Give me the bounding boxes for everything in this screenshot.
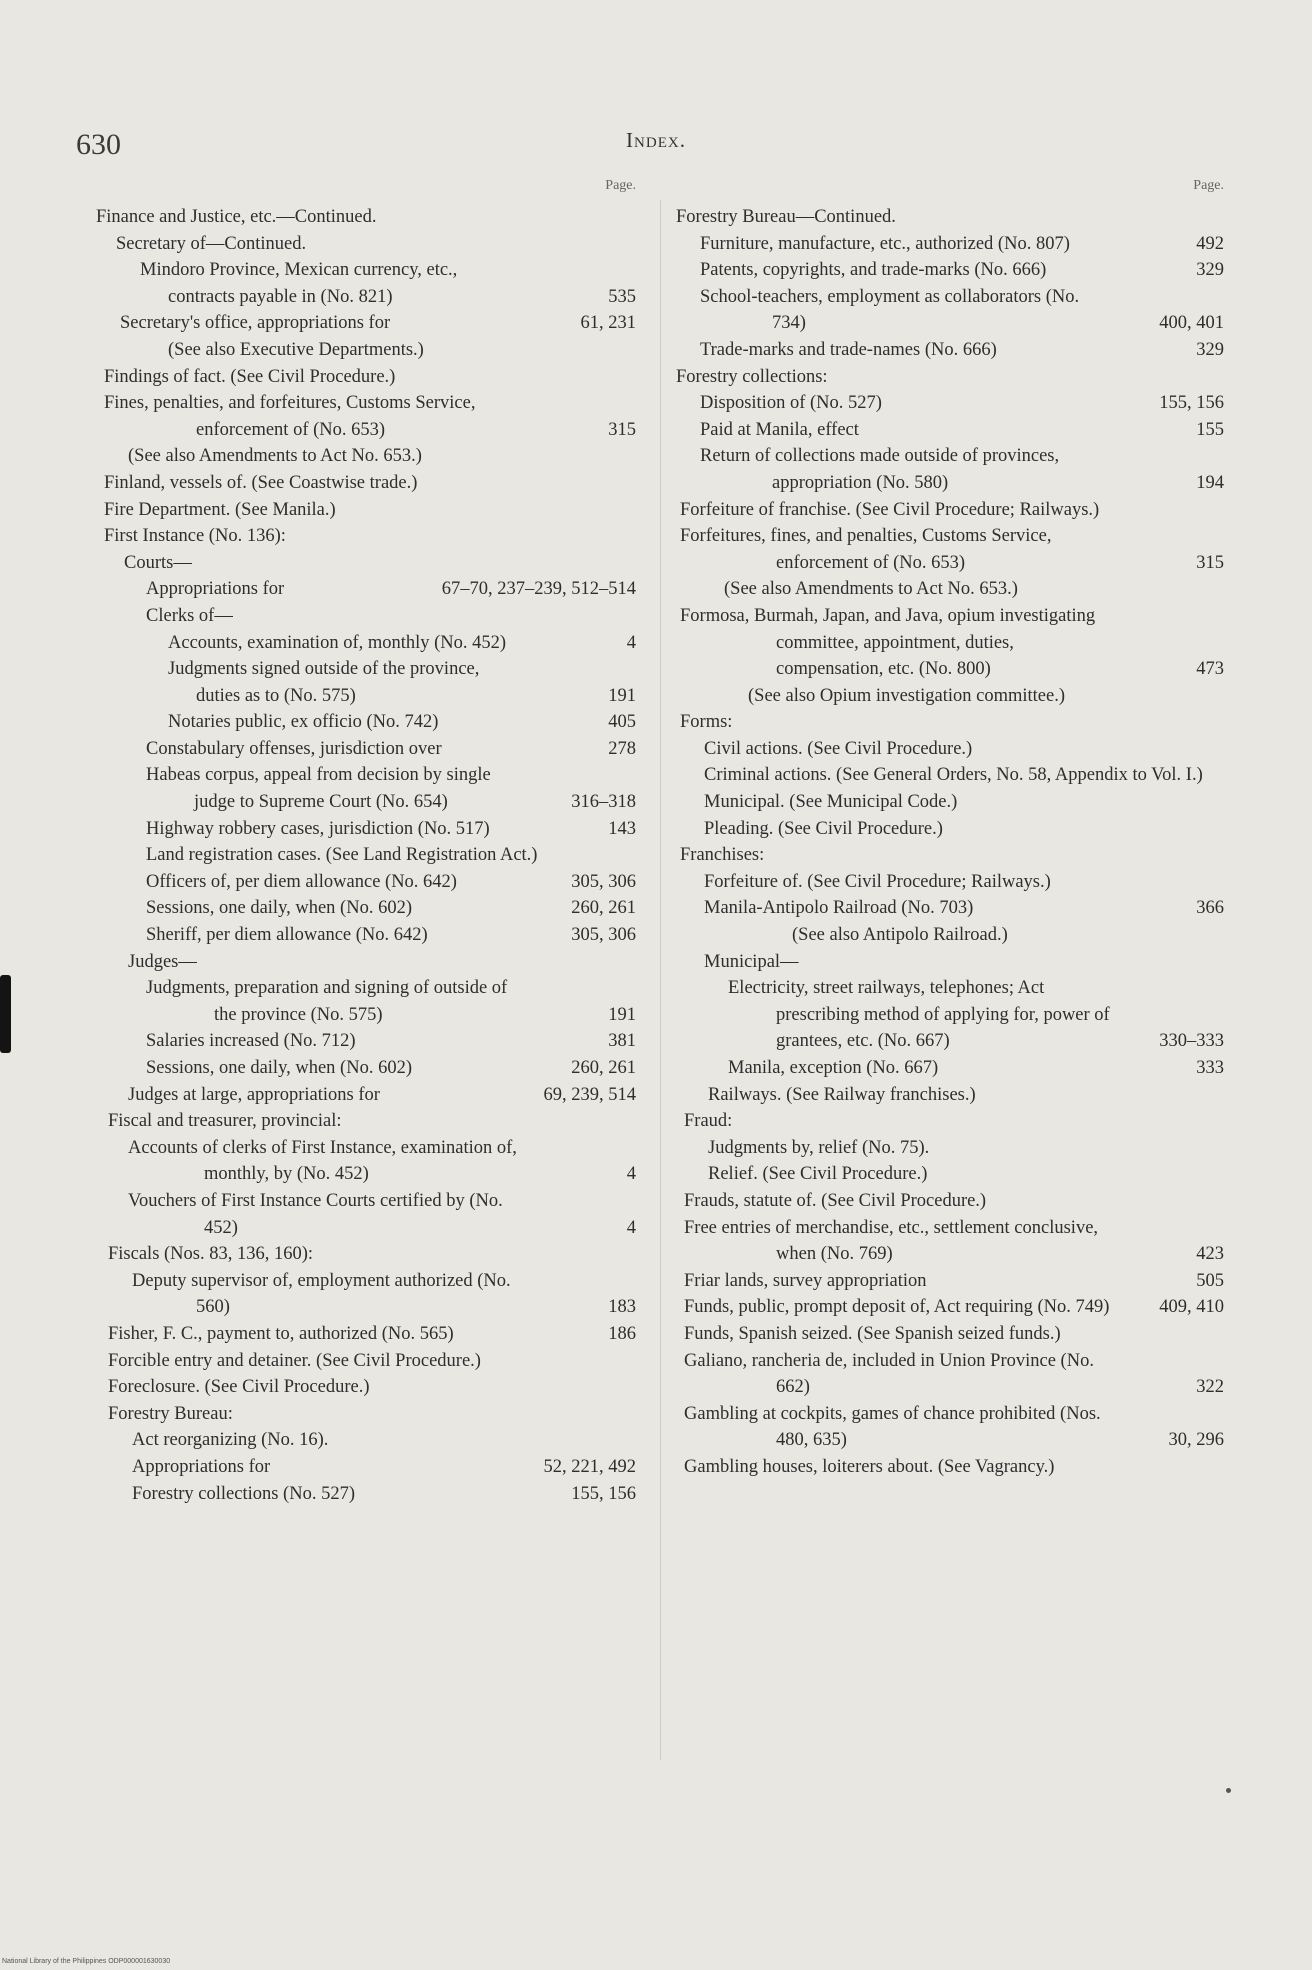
index-entry [96, 1135, 636, 1188]
entry-text: Forestry Bureau—Continued. [676, 207, 896, 227]
entry-text: Forestry collections (No. 527) [132, 1483, 355, 1504]
entry-page-ref: 322 [1192, 1374, 1224, 1401]
entry-page-ref: 183 [604, 1294, 636, 1321]
entry-text: Appropriations for [132, 1456, 271, 1477]
entry-text: Findings of fact. (See Civil Procedure.) [104, 366, 396, 387]
index-entry [676, 1268, 1224, 1295]
index-entry [676, 1215, 1224, 1268]
index-entry [96, 1268, 636, 1321]
entry-text: Judges— [128, 951, 197, 972]
index-entry [96, 1188, 636, 1241]
index-entry [96, 922, 636, 949]
entry-page-ref: 473 [1192, 656, 1224, 683]
entry-text: Municipal. (See Municipal Code.) [704, 792, 958, 813]
entry-page-ref: 191 [604, 1002, 636, 1029]
scan-footer: National Library of the Philippines ODP000001630030 [2, 1958, 171, 1965]
index-entry [676, 922, 1224, 949]
index-entry [96, 1028, 636, 1055]
entry-text: Judgments by, relief (No. 75). [708, 1137, 930, 1158]
index-entry [96, 656, 636, 709]
entry-text: Forms: [680, 712, 733, 733]
index-entry [96, 523, 636, 550]
entry-text: (See also Executive Departments.) [168, 339, 424, 360]
entry-page-ref: 69, 239, 514 [540, 1082, 637, 1109]
entry-page-ref: 329 [1192, 257, 1224, 284]
index-entry [96, 1082, 636, 1109]
index-entry [96, 497, 636, 524]
index-entry [676, 1188, 1224, 1215]
entry-text: Return of collections made outside of provinces, appropriation (No. 580) [700, 446, 1060, 493]
entry-page-ref: 405 [604, 709, 636, 736]
entry-text: Accounts of clerks of First Instance, examination of, monthly, by (No. 452) [128, 1137, 517, 1185]
entry-page-ref: 67–70, 237–239, 512–514 [438, 576, 636, 603]
entry-text: Free entries of merchandise, etc., settlement conclusive, when (No. 769) [684, 1217, 1099, 1265]
entry-page-ref: 52, 221, 492 [540, 1454, 637, 1481]
entry-page-ref: 400, 401 [1155, 310, 1224, 337]
entry-page-ref: 194 [1192, 470, 1224, 497]
page-number: 630 [76, 128, 121, 161]
entry-page-ref: 30, 296 [1165, 1427, 1225, 1454]
entry-text: Gambling houses, loiterers about. (See Vagrancy.) [684, 1456, 1055, 1477]
entry-text: Fire Department. (See Manila.) [104, 499, 336, 520]
index-entry [96, 1108, 636, 1135]
index-entry [96, 1481, 636, 1508]
index-entry [96, 1427, 636, 1454]
index-entry [96, 1055, 636, 1082]
entry-text: Highway robbery cases, jurisdiction (No. 517) [146, 818, 490, 839]
right-page-column-label: Page. [1193, 178, 1224, 193]
entry-page-ref: 409, 410 [1155, 1294, 1224, 1321]
index-entry [96, 895, 636, 922]
entry-text: Gambling at cockpits, games of chance prohibited (Nos. 480, 635) [684, 1403, 1101, 1451]
column-divider [660, 200, 661, 1760]
index-entry [676, 337, 1224, 364]
entry-text: Foreclosure. (See Civil Procedure.) [108, 1377, 370, 1398]
entry-page-ref: 143 [604, 816, 636, 843]
index-entry [676, 949, 1224, 976]
entry-page-ref: 315 [604, 417, 636, 444]
index-entry [96, 310, 636, 337]
index-entry [676, 1348, 1224, 1401]
index-entry [676, 1108, 1224, 1135]
entry-text: Funds, public, prompt deposit of, Act requiring (No. 749) [684, 1297, 1110, 1318]
entry-page-ref: 155, 156 [1155, 390, 1224, 417]
entry-text: Relief. (See Civil Procedure.) [708, 1164, 928, 1185]
entry-page-ref: 4 [623, 1215, 636, 1242]
entry-text: Fraud: [684, 1111, 733, 1132]
index-entry [676, 1454, 1224, 1481]
index-entry [96, 257, 636, 310]
entry-text: Forestry Bureau: [108, 1403, 233, 1424]
index-entry [96, 550, 636, 577]
index-entry [676, 975, 1224, 1055]
index-entry [96, 736, 636, 763]
index-entry [96, 576, 636, 603]
entry-text: Sessions, one daily, when (No. 602) [146, 898, 412, 919]
entry-text: Criminal actions. (See General Orders, No. 58, Appendix to Vol. I.) [704, 765, 1203, 786]
entry-text: (See also Antipolo Railroad.) [792, 925, 1008, 946]
entry-page-ref: 535 [604, 284, 636, 311]
index-entry [96, 1374, 636, 1401]
entry-text: Secretary of—Continued. [116, 233, 307, 254]
entry-text: First Instance (No. 136): [104, 526, 286, 547]
index-entry [676, 789, 1224, 816]
entry-text: Vouchers of First Instance Courts certified by (No. 452) [128, 1190, 503, 1238]
index-entry [676, 231, 1224, 258]
entry-text: Sheriff, per diem allowance (No. 642) [146, 925, 428, 946]
page-header-title: Index. [626, 128, 686, 152]
scan-dot [1226, 1788, 1231, 1793]
entry-text: Fisher, F. C., payment to, authorized (No. 565) [108, 1323, 454, 1344]
index-entry [676, 204, 1224, 231]
index-entry [96, 816, 636, 843]
entry-text: Finland, vessels of. (See Coastwise trade.) [104, 472, 418, 493]
entry-page-ref: 260, 261 [567, 1055, 636, 1082]
index-entry [96, 443, 636, 470]
entry-text: Manila, exception (No. 667) [728, 1058, 939, 1078]
entry-text: (See also Opium investigation committee.) [748, 685, 1066, 706]
index-entry [96, 709, 636, 736]
entry-text: Frauds, statute of. (See Civil Procedure.) [684, 1190, 987, 1211]
index-entry [96, 603, 636, 630]
index-entry [676, 364, 1224, 391]
index-entry [96, 762, 636, 815]
entry-text: Municipal— [704, 951, 799, 972]
index-entry [676, 816, 1224, 843]
entry-text: Electricity, street railways, telephones; Act prescribing method of applying for, power of grantees, etc. (No. 667) [728, 978, 1110, 1052]
index-entry [676, 257, 1224, 284]
index-entry [676, 762, 1224, 789]
entry-text: Fiscal and treasurer, provincial: [108, 1111, 342, 1132]
entry-page-ref: 186 [604, 1321, 636, 1348]
index-entry [96, 390, 636, 443]
entry-text: Clerks of— [146, 605, 233, 626]
index-entry [676, 284, 1224, 337]
index-entry [96, 470, 636, 497]
entry-text: Pleading. (See Civil Procedure.) [704, 818, 943, 839]
index-entry [96, 1454, 636, 1481]
left-entries [96, 204, 636, 1507]
index-entry [96, 364, 636, 391]
entry-page-ref: 4 [623, 1161, 636, 1188]
entry-text: Franchises: [680, 845, 765, 866]
entry-text: Notaries public, ex officio (No. 742) [168, 712, 439, 733]
entry-text: Forfeiture of franchise. (See Civil Procedure; Railways.) [680, 499, 1100, 520]
entry-text: Finance and Justice, etc.—Continued. [96, 207, 377, 227]
index-entry [96, 1321, 636, 1348]
entry-text: Fiscals (Nos. 83, 136, 160): [108, 1244, 314, 1265]
entry-page-ref: 305, 306 [567, 922, 636, 949]
entry-text: Disposition of (No. 527) [700, 393, 882, 414]
entry-page-ref: 492 [1192, 231, 1224, 258]
entry-text: Manila-Antipolo Railroad (No. 703) [704, 898, 974, 919]
entry-text: Furniture, manufacture, etc., authorized (No. 807) [700, 233, 1070, 254]
entry-page-ref: 316–318 [567, 789, 636, 816]
entry-page-ref: 4 [623, 630, 636, 657]
entry-page-ref: 155, 156 [567, 1481, 636, 1508]
entry-text: Formosa, Burmah, Japan, and Java, opium investigating committee, appointment, duties, compensation, etc. (No. 800) [680, 605, 1096, 680]
entry-text: Funds, Spanish seized. (See Spanish seized funds.) [684, 1323, 1061, 1344]
index-entry [96, 1348, 636, 1375]
index-entry [676, 895, 1224, 922]
index-entry [96, 204, 636, 231]
entry-page-ref: 423 [1192, 1241, 1224, 1268]
index-entry [96, 869, 636, 896]
entry-text: Civil actions. (See Civil Procedure.) [704, 738, 973, 759]
index-entry [676, 736, 1224, 763]
entry-text: Forcible entry and detainer. (See Civil Procedure.) [108, 1350, 481, 1371]
entry-page-ref: 260, 261 [567, 895, 636, 922]
entry-text: Officers of, per diem allowance (No. 642) [146, 871, 457, 892]
entry-text: School-teachers, employment as collaborators (No. 734) [700, 286, 1080, 334]
entry-page-ref: 305, 306 [567, 869, 636, 896]
entry-text: Judges at large, appropriations for [128, 1084, 380, 1105]
index-entry [676, 443, 1224, 496]
entry-text: (See also Amendments to Act No. 653.) [128, 446, 422, 467]
entry-text: Land registration cases. (See Land Registration Act.) [146, 845, 538, 866]
entry-text: Habeas corpus, appeal from decision by single judge to Supreme Court (No. 654) [146, 765, 491, 813]
entry-text: Trade-marks and trade-names (No. 666) [700, 339, 997, 360]
entry-text: Courts— [124, 552, 192, 573]
index-entry [676, 1082, 1224, 1109]
entry-text: Galiano, rancheria de, included in Union Province (No. 662) [684, 1350, 1094, 1398]
entry-page-ref: 315 [1192, 550, 1224, 577]
index-entry [96, 975, 636, 1028]
right-column [676, 178, 1224, 1481]
entry-page-ref: 61, 231 [577, 310, 637, 337]
index-entry [676, 1161, 1224, 1188]
index-entry [676, 1055, 1224, 1082]
entry-text: Fines, penalties, and forfeitures, Customs Service, enforcement of (No. 653) [104, 393, 476, 440]
scan-edge-mark [0, 975, 11, 1053]
entry-page-ref: 381 [604, 1028, 636, 1055]
entry-text: Mindoro Province, Mexican currency, etc., contracts payable in (No. 821) [140, 260, 458, 307]
entry-page-ref: 333 [1192, 1055, 1224, 1082]
entry-text: Constabulary offenses, jurisdiction over [146, 738, 442, 759]
index-entry [96, 231, 636, 258]
index-entry [96, 842, 636, 869]
entry-page-ref: 505 [1192, 1268, 1224, 1295]
entry-text: Salaries increased (No. 712) [146, 1031, 356, 1052]
index-entry [676, 390, 1224, 417]
entry-page-ref: 191 [604, 683, 636, 710]
entry-page-ref: 278 [604, 736, 636, 763]
index-entry [96, 1401, 636, 1428]
index-entry [96, 949, 636, 976]
index-entry [676, 523, 1224, 576]
entry-text: Appropriations for [146, 579, 285, 600]
index-entry [676, 1401, 1224, 1454]
left-column [96, 178, 636, 1507]
entry-text: Deputy supervisor of, employment authorized (No. 560) [132, 1270, 511, 1318]
index-entry [676, 497, 1224, 524]
entry-text: Forestry collections: [676, 366, 828, 387]
index-entry [676, 842, 1224, 869]
index-entry [96, 1241, 636, 1268]
entry-text: Sessions, one daily, when (No. 602) [146, 1058, 412, 1078]
index-entry [96, 630, 636, 657]
entry-text: Friar lands, survey appropriation [684, 1270, 927, 1291]
entry-text: Act reorganizing (No. 16). [132, 1430, 329, 1451]
index-entry [676, 683, 1224, 710]
entry-text: (See also Amendments to Act No. 653.) [724, 579, 1018, 600]
entry-page-ref: 366 [1192, 895, 1224, 922]
index-entry [676, 603, 1224, 683]
entry-text: Secretary's office, appropriations for [120, 313, 391, 334]
index-entry [676, 1321, 1224, 1348]
entry-text: Judgments, preparation and signing of outside of the province (No. 575) [146, 978, 508, 1025]
entry-page-ref: 155 [1192, 417, 1224, 444]
entry-text: Patents, copyrights, and trade-marks (No. 666) [700, 260, 1047, 281]
entry-text: Judgments signed outside of the province, duties as to (No. 575) [168, 659, 480, 706]
index-entry [676, 1294, 1224, 1321]
entry-page-ref: 329 [1192, 337, 1224, 364]
left-page-column-label: Page. [605, 178, 636, 193]
index-entry [96, 337, 636, 364]
index-entry [676, 417, 1224, 444]
entry-text: Forfeitures, fines, and penalties, Customs Service, enforcement of (No. 653) [680, 526, 1052, 573]
index-entry [676, 1135, 1224, 1162]
entry-text: Accounts, examination of, monthly (No. 452) [168, 632, 507, 653]
index-entry [676, 576, 1224, 603]
entry-text: Forfeiture of. (See Civil Procedure; Railways.) [704, 871, 1051, 892]
entry-text: Paid at Manila, effect [700, 419, 859, 440]
entry-page-ref: 330–333 [1155, 1028, 1224, 1055]
entry-text: Railways. (See Railway franchises.) [708, 1084, 976, 1105]
index-entry [676, 709, 1224, 736]
right-entries [676, 204, 1224, 1481]
index-entry [676, 869, 1224, 896]
